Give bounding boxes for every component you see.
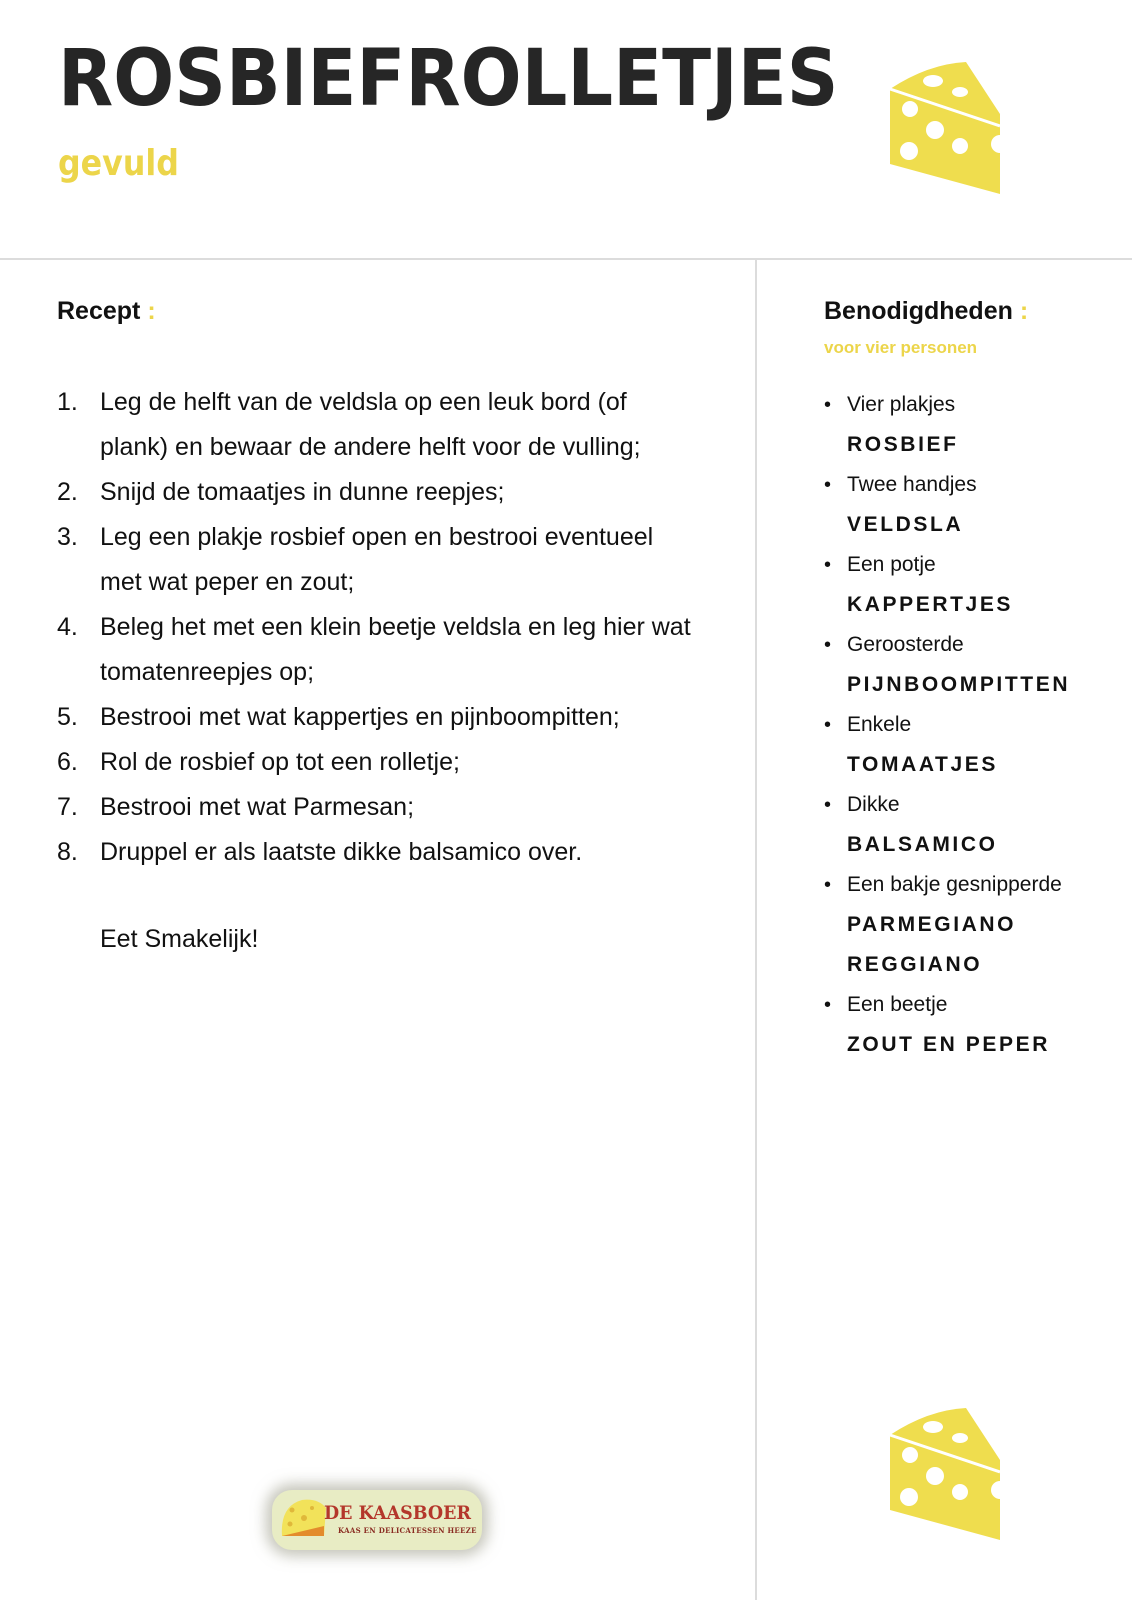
step-text: Leg de helft van de veldsla op een leuk bord (of plank) en bewaar de andere helft voor de vulling; (100, 388, 641, 461)
recipe-heading-colon: : (147, 297, 156, 325)
list-item (57, 605, 697, 695)
cheese-icon (888, 1400, 1000, 1540)
recipe-heading (57, 297, 156, 326)
step-text: Leg een plakje rosbief open en bestrooi eventueel met wat peper en zout; (100, 523, 654, 596)
step-number: 4. (57, 613, 78, 641)
step-text: Rol de rosbief op tot een rolletje; (100, 748, 460, 776)
step-number: 6. (57, 748, 78, 776)
ingredients-heading-text: Benodigdheden (824, 297, 1013, 325)
ingredient-name: ROSBIEF (847, 433, 959, 456)
step-number: 3. (57, 523, 78, 551)
list-item (824, 985, 1124, 1065)
step-text: Druppel er als laatste dikke balsamico over. (100, 838, 583, 866)
bullet-icon: • (824, 874, 832, 896)
header-divider (0, 258, 1132, 260)
ingredient-quantity: Een bakje gesnipperde (847, 873, 1062, 896)
servings-label: voor vier personen (824, 338, 978, 357)
ingredient-quantity: Dikke (847, 793, 900, 816)
cheese-icon (278, 1496, 328, 1540)
list-item (57, 380, 697, 470)
ingredient-quantity: Twee handjes (847, 473, 977, 496)
ingredient-name: ZOUT EN PEPER (847, 1033, 1050, 1056)
list-item (57, 515, 697, 605)
closing-text: Eet Smakelijk! (100, 925, 259, 953)
list-item (57, 470, 697, 515)
step-number: 5. (57, 703, 78, 731)
list-item (824, 545, 1124, 625)
bullet-icon: • (824, 994, 832, 1016)
ingredient-quantity: Vier plakjes (847, 393, 956, 416)
recipe-steps (57, 380, 697, 875)
ingredient-quantity: Enkele (847, 713, 912, 736)
list-item (824, 385, 1124, 465)
ingredient-name: PIJNBOOMPITTEN (847, 673, 1071, 696)
bullet-icon: • (824, 394, 832, 416)
bullet-icon: • (824, 714, 832, 736)
ingredient-name: KAPPERTJES (847, 593, 1014, 616)
ingredients-list (824, 385, 1124, 1065)
ingredient-quantity: Een beetje (847, 993, 948, 1016)
list-item (824, 705, 1124, 785)
ingredients-heading-colon: : (1019, 297, 1029, 325)
step-number: 2. (57, 478, 78, 506)
page-title: ROSBIEFROLLETJES (58, 34, 839, 124)
list-item (57, 785, 697, 830)
page-subtitle: gevuld (58, 143, 179, 184)
bullet-icon: • (824, 554, 832, 576)
step-number: 8. (57, 838, 78, 866)
list-item (824, 625, 1124, 705)
bullet-icon: • (824, 474, 832, 496)
cheese-icon (888, 54, 1000, 194)
brand-logo (272, 1490, 482, 1550)
step-number: 7. (57, 793, 78, 821)
bullet-icon: • (824, 634, 832, 656)
list-item (57, 695, 697, 740)
logo-name: DE KAASBOER (324, 1502, 471, 1524)
ingredient-name: TOMAATJES (847, 753, 998, 776)
ingredient-name: BALSAMICO (847, 833, 998, 856)
recipe-heading-text: Recept (57, 297, 141, 325)
step-text: Bestrooi met wat kappertjes en pijnboompitten; (100, 703, 620, 731)
ingredient-quantity: Geroosterde (847, 633, 964, 656)
bullet-icon: • (824, 794, 832, 816)
list-item (824, 865, 1124, 985)
step-number: 1. (57, 388, 78, 416)
list-item (824, 785, 1124, 865)
ingredients-heading (824, 297, 1028, 326)
step-text: Snijd de tomaatjes in dunne reepjes; (100, 478, 505, 506)
ingredient-quantity: Een potje (847, 553, 936, 576)
list-item (57, 740, 697, 785)
logo-tagline: KAAS EN DELICATESSEN HEEZE (338, 1526, 477, 1535)
step-text: Beleg het met een klein beetje veldsla en leg hier wat tomatenreepjes op; (100, 613, 691, 686)
list-item (57, 830, 697, 875)
list-item (824, 465, 1124, 545)
column-divider (755, 260, 757, 1600)
ingredient-name: PARMEGIANO REGGIANO (847, 913, 1017, 976)
step-text: Bestrooi met wat Parmesan; (100, 793, 415, 821)
ingredient-name: VELDSLA (847, 513, 964, 536)
